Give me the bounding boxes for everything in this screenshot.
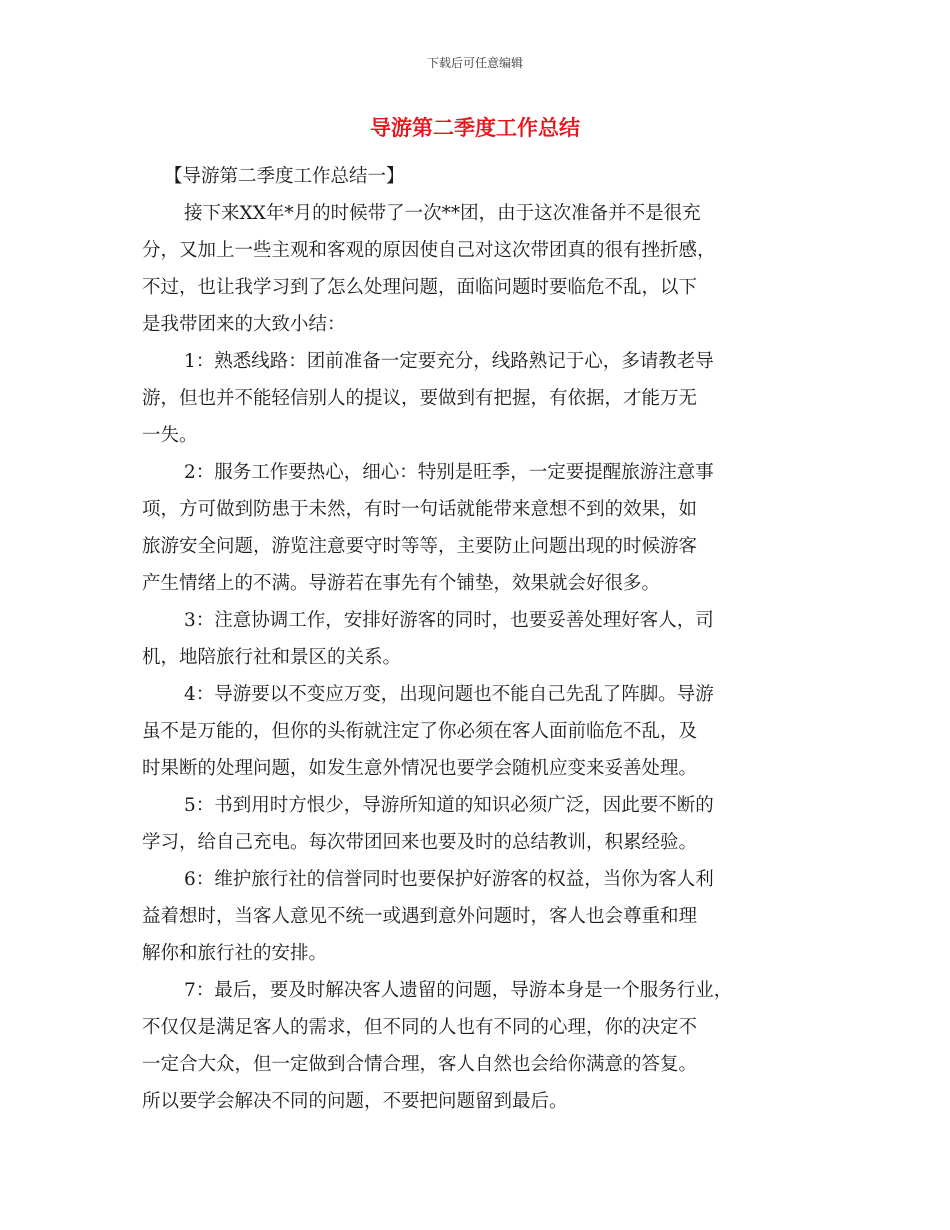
paragraph-line: 2：服务工作要热心，细心：特别是旺季，一定要提醒旅游注意事 <box>184 462 714 483</box>
paragraph-line: 游，但也并不能轻信别人的提议，要做到有把握，有依据，才能万无 <box>142 388 698 409</box>
paragraph-line: 3：注意协调工作，安排好游客的同时，也要妥善处理好客人，司 <box>184 610 714 631</box>
paragraph-line: 1：熟悉线路：团前准备一定要充分，线路熟记于心，多请教老导 <box>184 351 714 372</box>
paragraph-line: 时果断的处理问题，如发生意外情况也要学会随机应变来妥善处理。 <box>142 758 698 779</box>
paragraph-line: 分，又加上一些主观和客观的原因使自己对这次带团真的很有挫折感， <box>142 240 716 261</box>
paragraph-line: 机，地陪旅行社和景区的关系。 <box>142 647 402 668</box>
paragraph-line: 6：维护旅行社的信誉同时也要保护好游客的权益，当你为客人利 <box>184 869 714 890</box>
section-heading: 【导游第二季度工作总结一】 <box>164 166 405 187</box>
paragraph-line: 一定合大众，但一定做到合情合理，客人自然也会给你满意的答复。 <box>142 1054 698 1075</box>
page-header-note: 下载后可任意编辑 <box>426 56 523 70</box>
paragraph-line: 学习，给自己充电。每次带团回来也要及时的总结教训，积累经验。 <box>142 832 698 853</box>
paragraph-line: 项，方可做到防患于未然，有时一句话就能带来意想不到的效果，如 <box>142 499 698 520</box>
paragraph-line: 7：最后，要及时解决客人遗留的问题，导游本身是一个服务行业， <box>184 980 733 1001</box>
paragraph-line: 产生情绪上的不满。导游若在事先有个铺垫，效果就会好很多。 <box>142 573 661 594</box>
paragraph-line: 解你和旅行社的安排。 <box>142 943 328 964</box>
document-title: 导游第二季度工作总结 <box>370 116 580 140</box>
paragraph-line: 益着想时，当客人意见不统一或遇到意外问题时，客人也会尊重和理 <box>142 906 698 927</box>
paragraph-line: 一失。 <box>142 425 198 446</box>
paragraph-line: 虽不是万能的，但你的头衔就注定了你必须在客人面前临危不乱，及 <box>142 721 698 742</box>
document-body <box>142 158 812 1120</box>
paragraph-line: 5：书到用时方恨少，导游所知道的知识必须广泛，因此要不断的 <box>184 795 714 816</box>
paragraph-line: 4：导游要以不变应万变，出现问题也不能自己先乱了阵脚。导游 <box>184 684 714 705</box>
paragraph-line: 接下来XX年*月的时候带了一次**团，由于这次准备并不是很充 <box>184 203 701 224</box>
paragraph-line: 不过，也让我学习到了怎么处理问题，面临问题时要临危不乱，以下 <box>142 277 698 298</box>
paragraph-line: 旅游安全问题，游览注意要守时等等，主要防止问题出现的时候游客 <box>142 536 698 557</box>
paragraph-line: 所以要学会解决不同的问题，不要把问题留到最后。 <box>142 1091 568 1112</box>
paragraph-line: 不仅仅是满足客人的需求，但不同的人也有不同的心理，你的决定不 <box>142 1017 698 1038</box>
paragraph-line: 是我带团来的大致小结： <box>142 314 346 335</box>
